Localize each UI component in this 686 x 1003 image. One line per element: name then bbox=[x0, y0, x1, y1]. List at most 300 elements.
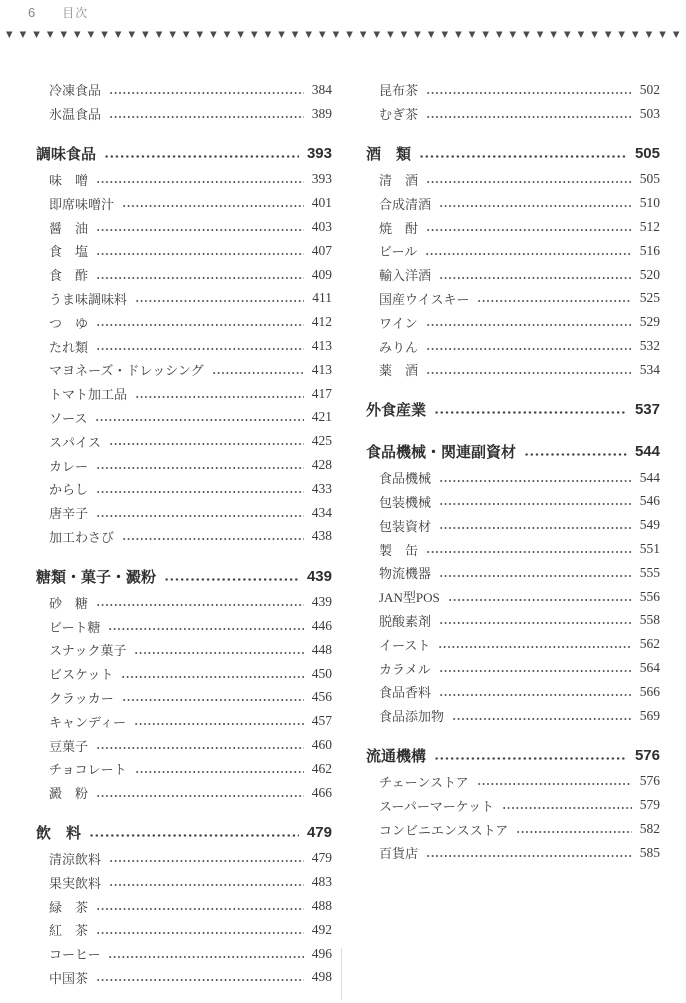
dot-leader bbox=[425, 253, 632, 255]
entry-label: トマト加工品 bbox=[49, 387, 128, 403]
entry-page-number: 438 bbox=[311, 528, 332, 544]
dot-leader bbox=[502, 807, 632, 809]
entry-label: 包装資材 bbox=[379, 518, 432, 534]
toc-entry bbox=[36, 686, 332, 710]
entry-page-number: 576 bbox=[639, 773, 660, 789]
triangle-icon: ▼ bbox=[33, 30, 40, 40]
triangle-icon: ▼ bbox=[523, 30, 530, 40]
triangle-icon: ▼ bbox=[6, 30, 13, 40]
entry-label: クラッカー bbox=[49, 690, 114, 706]
triangle-icon: ▼ bbox=[332, 30, 340, 40]
triangle-icon: ▼ bbox=[101, 30, 108, 40]
dot-leader bbox=[135, 396, 304, 398]
entry-page-number: 529 bbox=[639, 314, 660, 330]
page-title: 目次 bbox=[62, 6, 89, 20]
triangle-icon: ▼ bbox=[604, 30, 612, 40]
triangle-icon: ▼ bbox=[359, 30, 367, 40]
toc-entry bbox=[36, 894, 332, 918]
toc-entry bbox=[36, 918, 332, 942]
triangle-icon: ▼ bbox=[60, 30, 67, 40]
toc-entry bbox=[36, 406, 332, 430]
toc-group bbox=[366, 396, 660, 424]
toc-entry bbox=[36, 847, 332, 871]
dot-leader bbox=[164, 578, 299, 581]
dot-leader bbox=[89, 834, 299, 837]
triangle-icon: ▼ bbox=[237, 30, 244, 40]
toc-entry bbox=[366, 537, 660, 561]
toc-entry bbox=[36, 382, 332, 406]
entry-page-number: 425 bbox=[311, 433, 332, 449]
entry-page-number: 393 bbox=[306, 145, 332, 163]
entry-label: マヨネーズ・ドレッシング bbox=[49, 363, 204, 379]
dot-leader bbox=[134, 723, 304, 725]
entry-label: 外食産業 bbox=[366, 402, 427, 420]
entry-label: 脱酸素剤 bbox=[379, 613, 432, 629]
entry-label: カレー bbox=[49, 458, 89, 474]
toc-entry bbox=[36, 501, 332, 525]
entry-page-number: 411 bbox=[312, 290, 332, 306]
toc-entry bbox=[366, 561, 660, 585]
entry-page-number: 496 bbox=[311, 945, 332, 961]
toc-entry bbox=[366, 287, 660, 311]
entry-label: 国産ウイスキー bbox=[379, 291, 470, 307]
toc-entry bbox=[36, 334, 332, 358]
toc-entry bbox=[36, 590, 332, 614]
entry-label: 味 噌 bbox=[49, 172, 89, 188]
dot-leader bbox=[426, 855, 632, 857]
toc-entry bbox=[366, 609, 660, 633]
entry-page-number: 417 bbox=[311, 385, 332, 401]
toc-entry bbox=[36, 942, 332, 966]
dot-leader bbox=[434, 757, 627, 760]
dot-leader bbox=[95, 419, 303, 421]
toc-entry bbox=[36, 358, 332, 382]
entry-page-number: 407 bbox=[311, 242, 332, 258]
entry-page-number: 446 bbox=[311, 618, 332, 634]
entry-page-number: 456 bbox=[311, 689, 332, 705]
dot-leader bbox=[96, 467, 304, 469]
triangle-icon: ▼ bbox=[46, 30, 54, 40]
toc-entry bbox=[366, 78, 660, 102]
toc-entry bbox=[366, 263, 660, 287]
entry-label: JAN型POS bbox=[379, 590, 440, 606]
entry-label: 薬 酒 bbox=[379, 363, 419, 379]
triangle-icon: ▼ bbox=[591, 30, 598, 40]
toc-entry bbox=[36, 757, 332, 781]
entry-label: みりん bbox=[379, 339, 419, 355]
toc-entry bbox=[36, 287, 332, 311]
entry-label: むぎ茶 bbox=[379, 107, 419, 123]
entry-label: たれ類 bbox=[49, 339, 89, 355]
triangle-icon: ▼ bbox=[19, 30, 27, 40]
triangle-icon: ▼ bbox=[387, 30, 394, 40]
toc-section-header bbox=[36, 140, 332, 168]
dot-leader bbox=[96, 348, 304, 350]
toc-entry bbox=[366, 513, 660, 537]
toc-group bbox=[36, 78, 332, 126]
dot-leader bbox=[439, 575, 632, 577]
dot-leader bbox=[426, 229, 632, 231]
dot-leader bbox=[419, 155, 627, 158]
entry-label: 澱 粉 bbox=[49, 786, 89, 802]
dot-leader bbox=[109, 884, 304, 886]
toc-entry bbox=[366, 770, 660, 794]
triangle-icon: ▼ bbox=[210, 30, 217, 40]
dot-leader bbox=[426, 92, 632, 94]
toc-section-header bbox=[366, 438, 660, 466]
entry-page-number: 534 bbox=[639, 361, 660, 377]
dot-leader bbox=[96, 908, 304, 910]
entry-label: 合成清酒 bbox=[379, 196, 432, 212]
entry-label: 緑 茶 bbox=[49, 899, 89, 915]
entry-label: スナック菓子 bbox=[49, 643, 127, 659]
entry-page-number: 439 bbox=[311, 594, 332, 610]
toc-group bbox=[366, 438, 660, 728]
triangle-icon: ▼ bbox=[142, 30, 149, 40]
entry-label: 加工わさび bbox=[49, 529, 115, 545]
entry-page-number: 579 bbox=[639, 797, 660, 813]
toc-entry bbox=[366, 466, 660, 490]
toc-entry bbox=[366, 191, 660, 215]
entry-page-number: 551 bbox=[639, 541, 660, 557]
entry-page-number: 525 bbox=[639, 290, 660, 306]
entry-page-number: 505 bbox=[634, 145, 660, 163]
toc-entry bbox=[36, 733, 332, 757]
entry-page-number: 450 bbox=[311, 665, 332, 681]
triangle-icon: ▼ bbox=[659, 30, 666, 40]
toc-entry bbox=[36, 614, 332, 638]
entry-page-number: 562 bbox=[639, 636, 660, 652]
dot-leader bbox=[439, 527, 632, 529]
entry-page-number: 569 bbox=[639, 707, 660, 723]
entry-label: 飲 料 bbox=[36, 825, 82, 843]
entry-label: 醤 油 bbox=[49, 220, 89, 236]
triangle-icon: ▼ bbox=[495, 30, 503, 40]
entry-label: 中国茶 bbox=[49, 970, 89, 986]
triangle-icon: ▼ bbox=[509, 30, 517, 40]
toc-entry bbox=[366, 680, 660, 704]
entry-label: 食品添加物 bbox=[379, 709, 445, 725]
toc-entry bbox=[366, 334, 660, 358]
dot-leader bbox=[96, 253, 304, 255]
entry-page-number: 448 bbox=[311, 641, 332, 657]
triangle-icon: ▼ bbox=[250, 30, 258, 40]
triangle-icon: ▼ bbox=[672, 30, 680, 40]
entry-page-number: 498 bbox=[311, 969, 332, 985]
triangle-icon: ▼ bbox=[169, 30, 176, 40]
triangle-icon: ▼ bbox=[196, 30, 204, 40]
dot-leader bbox=[439, 503, 632, 505]
toc-entry bbox=[36, 310, 332, 334]
entry-label: カラメル bbox=[379, 661, 431, 677]
toc-entry bbox=[36, 477, 332, 501]
entry-page-number: 520 bbox=[639, 266, 660, 282]
entry-page-number: 492 bbox=[311, 921, 332, 937]
entry-page-number: 544 bbox=[634, 443, 660, 461]
entry-page-number: 549 bbox=[639, 517, 660, 533]
entry-label: コンビニエンスストア bbox=[379, 822, 509, 838]
entry-page-number: 433 bbox=[311, 480, 332, 496]
dot-leader bbox=[452, 718, 632, 720]
entry-label: 紅 茶 bbox=[49, 923, 89, 939]
entry-page-number: 393 bbox=[311, 171, 332, 187]
triangle-icon: ▼ bbox=[305, 30, 312, 40]
entry-label: 輸入洋酒 bbox=[379, 268, 432, 284]
page-header bbox=[28, 4, 88, 21]
dot-leader bbox=[109, 116, 304, 118]
toc-entry bbox=[366, 841, 660, 865]
dot-leader bbox=[96, 932, 304, 934]
toc-entry bbox=[36, 453, 332, 477]
entry-label: ワイン bbox=[379, 315, 418, 331]
triangle-icon: ▼ bbox=[74, 30, 81, 40]
entry-label: つ ゆ bbox=[49, 315, 89, 331]
entry-page-number: 439 bbox=[306, 567, 332, 585]
entry-page-number: 502 bbox=[639, 81, 660, 97]
toc-entry bbox=[36, 525, 332, 549]
entry-page-number: 488 bbox=[311, 898, 332, 913]
dot-leader bbox=[434, 411, 627, 414]
toc-column-left bbox=[36, 78, 332, 1003]
triangle-icon: ▼ bbox=[400, 30, 408, 40]
toc-entry bbox=[366, 102, 660, 126]
entry-label: スーパーマーケット bbox=[379, 798, 495, 814]
dot-leader bbox=[439, 277, 632, 279]
dot-leader bbox=[212, 372, 304, 374]
entry-page-number: 434 bbox=[311, 504, 332, 520]
entry-page-number: 582 bbox=[639, 821, 660, 837]
toc-entry bbox=[366, 310, 660, 334]
toc-entry bbox=[366, 490, 660, 514]
entry-page-number: 505 bbox=[639, 171, 660, 187]
entry-page-number: 421 bbox=[311, 409, 332, 425]
entry-page-number: 516 bbox=[639, 242, 660, 258]
entry-label: チェーンストア bbox=[379, 774, 469, 790]
entry-page-number: 546 bbox=[639, 493, 660, 509]
entry-page-number: 576 bbox=[634, 747, 660, 765]
entry-label: 冷凍食品 bbox=[49, 83, 102, 99]
triangle-icon: ▼ bbox=[223, 30, 231, 40]
toc-entry bbox=[36, 870, 332, 894]
triangle-icon: ▼ bbox=[291, 30, 299, 40]
entry-label: 即席味噌汁 bbox=[49, 196, 115, 212]
entry-page-number: 544 bbox=[639, 469, 660, 485]
triangle-icon: ▼ bbox=[155, 30, 163, 40]
entry-page-number: 413 bbox=[311, 338, 332, 354]
triangle-icon: ▼ bbox=[264, 30, 272, 40]
dot-leader bbox=[96, 747, 304, 749]
entry-label: ソース bbox=[49, 410, 88, 426]
triangle-icon: ▼ bbox=[577, 30, 585, 40]
entry-page-number: 537 bbox=[634, 401, 660, 419]
dot-leader bbox=[524, 453, 627, 456]
entry-label: 果実飲料 bbox=[49, 875, 102, 891]
entry-page-number: 532 bbox=[639, 338, 660, 354]
entry-page-number: 409 bbox=[311, 266, 332, 282]
dot-leader bbox=[108, 628, 303, 630]
toc-entry bbox=[36, 191, 332, 215]
triangle-icon: ▼ bbox=[414, 30, 421, 40]
entry-label: 食 酢 bbox=[49, 268, 89, 284]
triangle-icon: ▼ bbox=[87, 30, 95, 40]
triangle-icon: ▼ bbox=[128, 30, 136, 40]
page-number: 6 bbox=[28, 5, 37, 20]
triangle-icon: ▼ bbox=[536, 30, 544, 40]
entry-page-number: 462 bbox=[311, 760, 332, 776]
entry-label: 酒 類 bbox=[366, 146, 412, 164]
entry-label: 清 酒 bbox=[379, 172, 419, 188]
dot-leader bbox=[96, 491, 304, 493]
toc-section-header bbox=[366, 140, 660, 168]
dot-leader bbox=[122, 205, 304, 207]
entry-label: からし bbox=[49, 482, 89, 498]
toc-group bbox=[366, 742, 660, 865]
dot-leader bbox=[96, 277, 304, 279]
entry-label: 調味食品 bbox=[36, 146, 97, 164]
triangle-icon: ▼ bbox=[632, 30, 639, 40]
entry-label: 食品機械・関連副資材 bbox=[366, 444, 517, 462]
dot-leader bbox=[426, 181, 632, 183]
entry-label: 豆菓子 bbox=[49, 738, 89, 754]
triangle-separator bbox=[6, 31, 680, 40]
dot-leader bbox=[96, 181, 304, 183]
triangle-icon: ▼ bbox=[441, 30, 449, 40]
toc-entry bbox=[36, 709, 332, 733]
dot-leader bbox=[122, 699, 304, 701]
dot-leader bbox=[135, 300, 304, 302]
toc-entry bbox=[36, 638, 332, 662]
entry-label: うま味調味料 bbox=[49, 291, 128, 307]
triangle-icon: ▼ bbox=[182, 30, 190, 40]
dot-leader bbox=[108, 956, 303, 958]
triangle-icon: ▼ bbox=[550, 30, 557, 40]
entry-label: キャンディー bbox=[49, 714, 126, 730]
entry-label: コーヒー bbox=[49, 947, 101, 963]
dot-leader bbox=[96, 229, 304, 231]
dot-leader bbox=[134, 652, 303, 654]
toc-group bbox=[366, 78, 660, 126]
dot-leader bbox=[426, 551, 632, 553]
entry-label: 製 缶 bbox=[379, 542, 419, 558]
entry-page-number: 555 bbox=[639, 564, 660, 580]
toc-entry bbox=[36, 429, 332, 453]
dot-leader bbox=[96, 604, 304, 606]
toc-entry bbox=[366, 793, 660, 817]
dot-leader bbox=[121, 676, 303, 678]
entry-label: チョコレート bbox=[49, 762, 127, 778]
toc-section-header bbox=[366, 742, 660, 770]
dot-leader bbox=[426, 116, 632, 118]
dot-leader bbox=[96, 515, 304, 517]
toc-column-right bbox=[366, 78, 660, 879]
dot-leader bbox=[439, 205, 632, 207]
dot-leader bbox=[104, 155, 299, 158]
entry-page-number: 457 bbox=[311, 713, 332, 729]
dot-leader bbox=[109, 92, 304, 94]
toc-section-header bbox=[36, 562, 332, 590]
entry-label: 糖類・菓子・澱粉 bbox=[36, 568, 157, 586]
toc-entry bbox=[36, 239, 332, 263]
entry-page-number: 566 bbox=[639, 683, 660, 699]
entry-label: スパイス bbox=[49, 434, 101, 450]
entry-page-number: 483 bbox=[311, 874, 332, 890]
entry-page-number: 412 bbox=[311, 314, 332, 330]
entry-page-number: 512 bbox=[639, 219, 660, 235]
entry-page-number: 510 bbox=[639, 195, 660, 211]
dot-leader bbox=[96, 795, 304, 797]
entry-page-number: 479 bbox=[306, 824, 332, 842]
toc-entry bbox=[366, 358, 660, 382]
entry-page-number: 460 bbox=[311, 737, 332, 753]
entry-label: 清涼飲料 bbox=[49, 851, 102, 867]
entry-label: 砂 糖 bbox=[49, 595, 89, 611]
toc-entry bbox=[36, 78, 332, 102]
entry-page-number: 413 bbox=[311, 361, 332, 377]
entry-page-number: 556 bbox=[639, 588, 660, 604]
entry-page-number: 428 bbox=[311, 457, 332, 473]
toc-entry bbox=[36, 781, 332, 805]
entry-label: 氷温食品 bbox=[49, 107, 102, 123]
triangle-icon: ▼ bbox=[373, 30, 380, 40]
dot-leader bbox=[448, 599, 632, 601]
triangle-icon: ▼ bbox=[427, 30, 435, 40]
dot-leader bbox=[122, 538, 304, 540]
triangle-icon: ▼ bbox=[468, 30, 476, 40]
entry-label: 食 塩 bbox=[49, 244, 89, 260]
entry-label: ビール bbox=[379, 244, 418, 260]
toc-entry bbox=[366, 817, 660, 841]
dot-leader bbox=[439, 480, 632, 482]
dot-leader bbox=[426, 372, 632, 374]
dot-leader bbox=[439, 670, 632, 672]
dot-leader bbox=[426, 348, 632, 350]
entry-label: 食品香料 bbox=[379, 685, 432, 701]
toc-entry bbox=[366, 656, 660, 680]
toc-entry bbox=[366, 704, 660, 728]
entry-label: 食品機械 bbox=[379, 471, 432, 487]
entry-label: 流通機構 bbox=[366, 748, 427, 766]
toc-entry bbox=[36, 102, 332, 126]
dot-leader bbox=[438, 646, 631, 648]
dot-leader bbox=[439, 622, 632, 624]
triangle-icon: ▼ bbox=[346, 30, 353, 40]
triangle-icon: ▼ bbox=[319, 30, 326, 40]
toc-entry bbox=[36, 966, 332, 990]
entry-page-number: 479 bbox=[311, 850, 332, 866]
dot-leader bbox=[477, 783, 632, 785]
toc-section-header bbox=[366, 396, 660, 424]
toc-entry bbox=[366, 215, 660, 239]
entry-label: 百貨店 bbox=[379, 846, 419, 862]
triangle-icon: ▼ bbox=[114, 30, 122, 40]
toc-entry bbox=[36, 215, 332, 239]
toc-entry bbox=[366, 168, 660, 192]
entry-page-number: 389 bbox=[311, 105, 332, 121]
entry-label: 包装機械 bbox=[379, 494, 432, 510]
toc-group bbox=[36, 140, 332, 549]
entry-label: イースト bbox=[379, 637, 431, 653]
dot-leader bbox=[96, 979, 304, 981]
toc-entry bbox=[366, 585, 660, 609]
toc-entry bbox=[366, 632, 660, 656]
triangle-icon: ▼ bbox=[278, 30, 285, 40]
dot-leader bbox=[109, 860, 304, 862]
triangle-icon: ▼ bbox=[482, 30, 489, 40]
dot-leader bbox=[439, 694, 632, 696]
toc-entry bbox=[36, 662, 332, 686]
toc-group bbox=[36, 562, 332, 804]
entry-label: 焼 酎 bbox=[379, 220, 419, 236]
